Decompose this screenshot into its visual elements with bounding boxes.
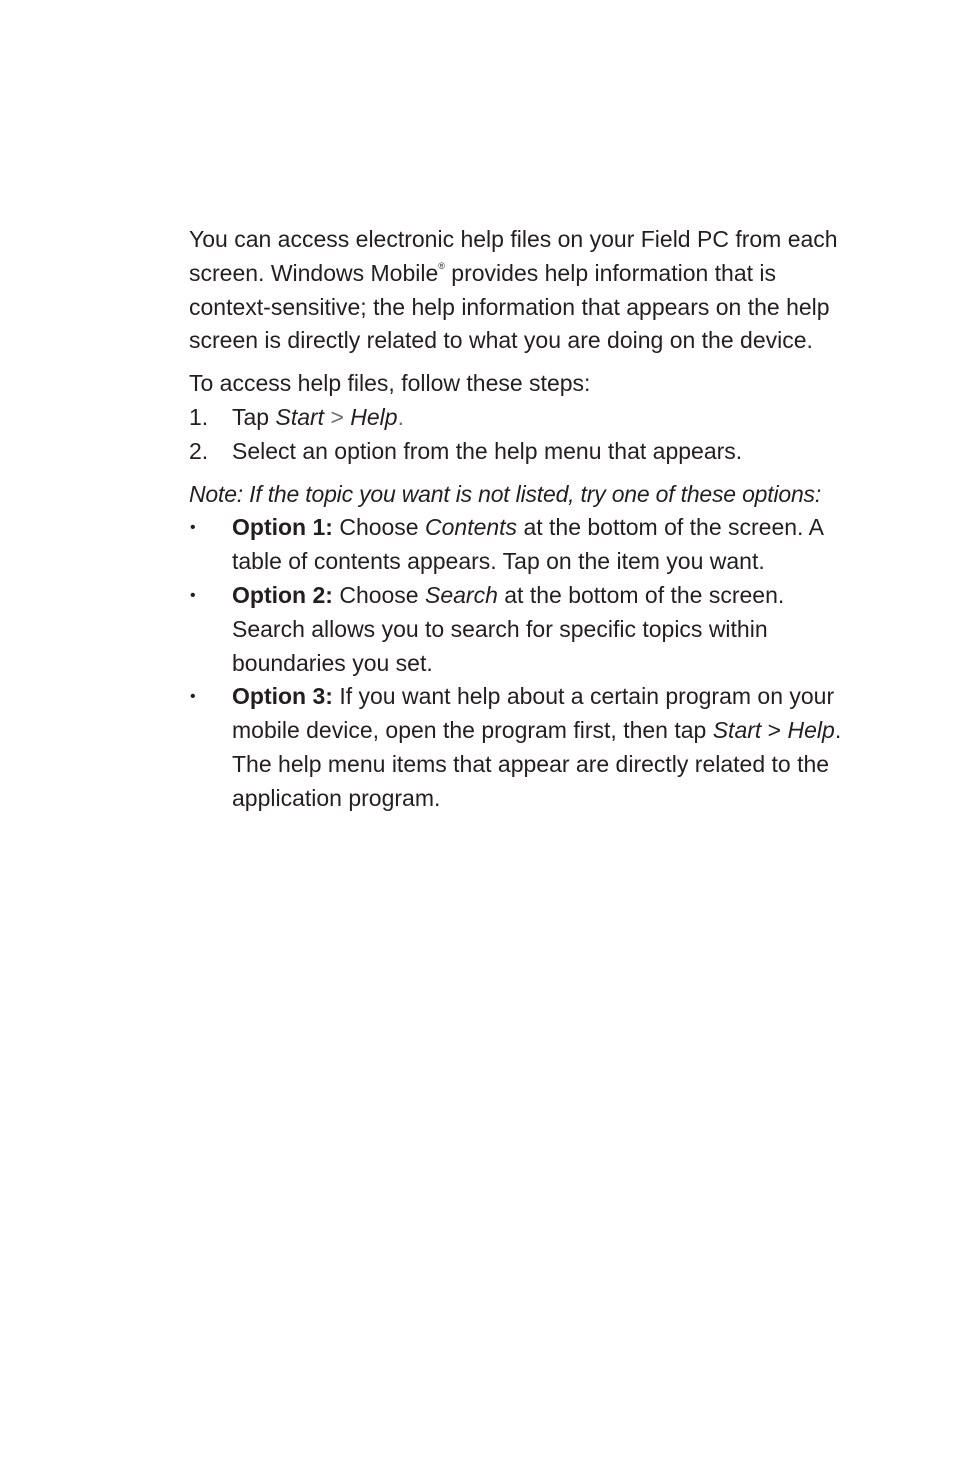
option-text: Choose [332, 581, 425, 608]
note-text: Note: If the topic you want is not listed, try one of these options: [189, 480, 822, 507]
step-number: 1. [189, 403, 209, 430]
option-text-continued: at the bottom of the screen. Search allows you to search for specific topics within boundaries you set. [232, 581, 785, 676]
step-text: Tap [232, 403, 276, 430]
document-page [189, 223, 849, 816]
option-label: Option 2: [232, 581, 333, 608]
bullet: • [190, 586, 196, 604]
option-text: Choose [332, 514, 425, 541]
option-item-1 [189, 511, 849, 579]
intro-text-continued: provides help information that is context-sensitive; the help information that appears on the help screen is directly related to what you are doing on the device. [189, 259, 830, 354]
contents-ref: Contents [425, 514, 518, 541]
search-ref: Search [425, 581, 498, 608]
menu-separator: > [761, 717, 788, 744]
start-menu-ref: Start [712, 717, 762, 744]
steps-list [189, 401, 849, 469]
steps-lead: To access help files, follow these steps: [189, 370, 591, 397]
bullet: • [190, 519, 196, 537]
option-label: Option 1: [232, 514, 333, 541]
option-item-2 [189, 579, 849, 680]
help-menu-ref: Help [350, 403, 398, 430]
step-number: 2. [189, 437, 209, 464]
start-menu-ref: Start [275, 403, 325, 430]
registered-mark: ® [438, 261, 445, 272]
intro-paragraph [189, 223, 849, 358]
bullet: • [190, 688, 196, 706]
help-menu-ref: Help [787, 717, 835, 744]
option-text: If you want help about a certain program on your mobile device, open the program first, then tap [232, 683, 835, 744]
option-text-continued: at the bottom of the screen. A table of contents appears. Tap on the item you want. [232, 514, 823, 575]
option-text-continued: . The help menu items that appear are directly related to the application program. [232, 717, 842, 811]
step-item-2 [189, 435, 849, 469]
step-text: Select an option from the help menu that appears. [232, 437, 743, 464]
option-item-3 [189, 680, 849, 815]
options-list [189, 511, 849, 815]
step-item-1 [189, 401, 849, 435]
option-label: Option 3: [232, 683, 333, 710]
menu-separator: > [324, 403, 351, 430]
intro-text: You can access electronic help files on your Field PC from each screen. Windows Mobile [189, 226, 838, 286]
step-end-punct: . [397, 403, 404, 430]
